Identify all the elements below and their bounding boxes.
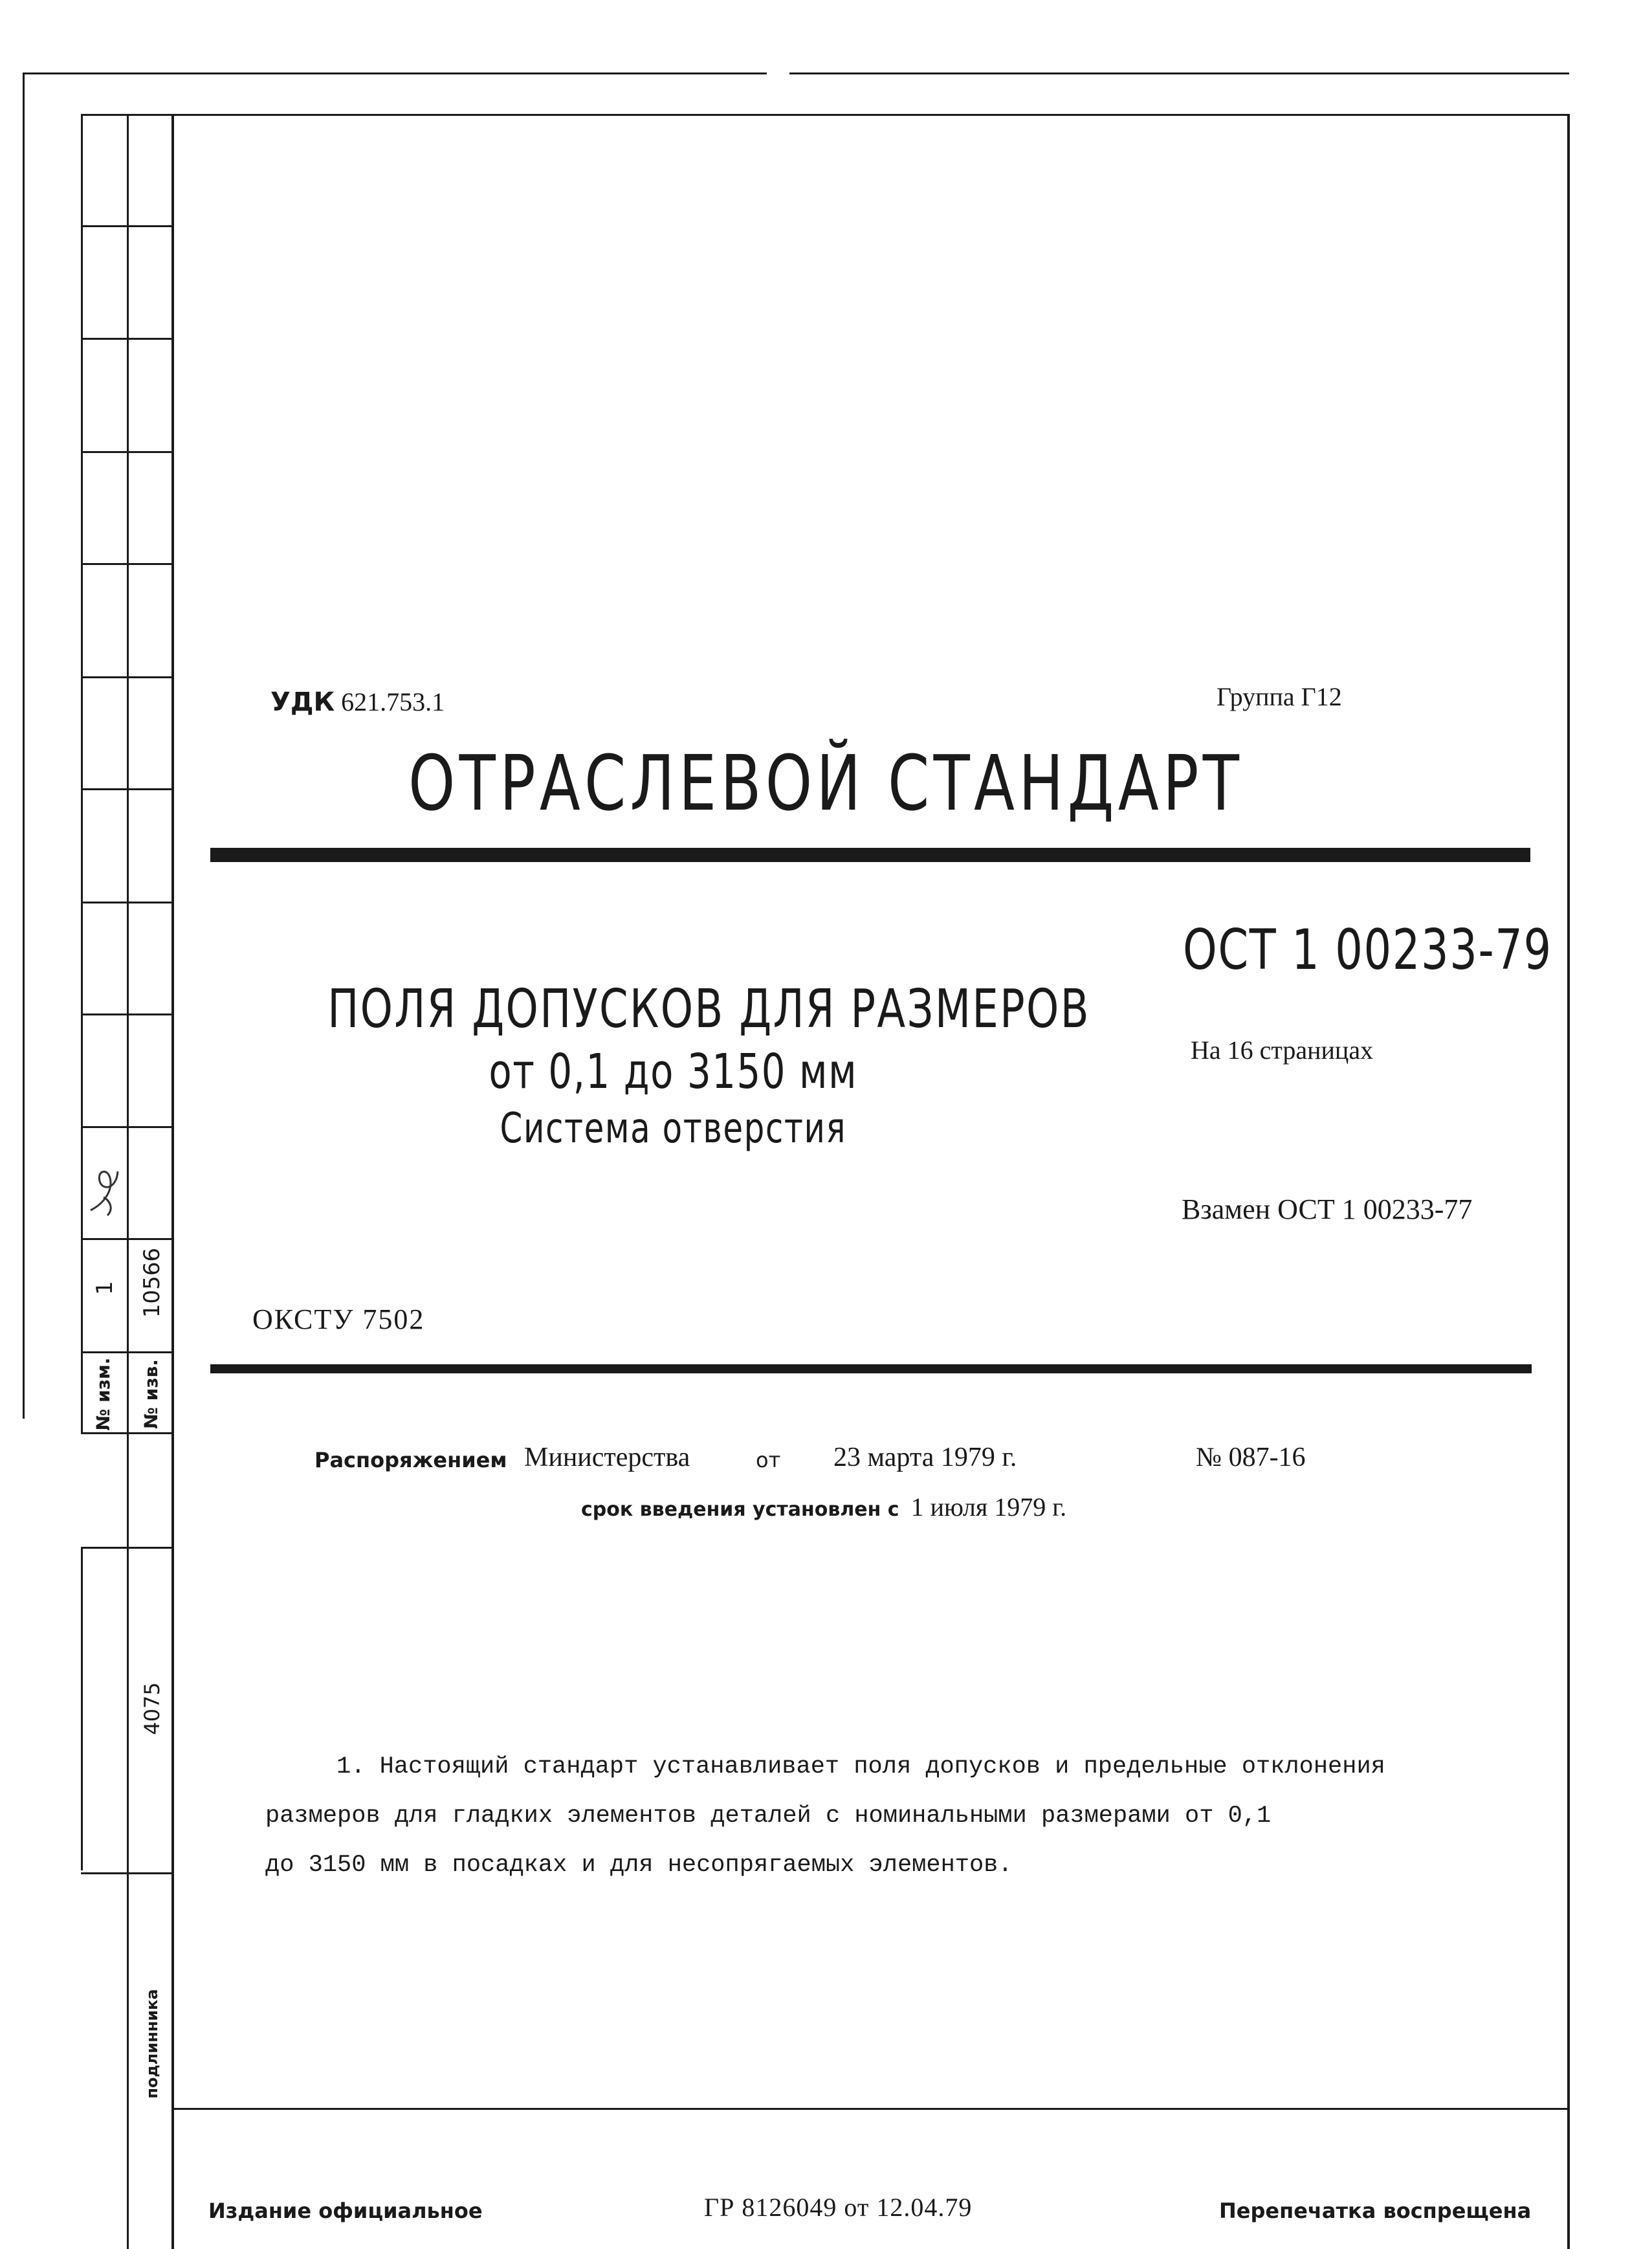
paragraph-line-2: размеров для гладких элементов деталей с номинальными размерами от 0,1 (265, 1802, 1272, 1830)
margin-izv-value: 10566 (139, 1247, 165, 1318)
margin-row-line (81, 338, 173, 340)
margin-left-border-lower (81, 1547, 83, 1870)
footer-right: Перепечатка воспрещена (1219, 2199, 1532, 2223)
doc-title-text: ОТРАСЛЕВОЙ СТАНДАРТ (408, 738, 1244, 828)
section-thick-rule (210, 1364, 1532, 1373)
order-number: № 087-16 (1196, 1443, 1306, 1472)
margin-row-line (81, 1547, 173, 1549)
intro-line (581, 1492, 1066, 1525)
standard-heading (220, 977, 1126, 1156)
margin-row-line (81, 902, 173, 903)
udk-line (270, 686, 445, 718)
udk-label: УДК (270, 687, 335, 717)
pages-count: На 16 страницах (1191, 1036, 1374, 1065)
margin-inv-value: 4075 (140, 1682, 164, 1735)
margin-izm-value: 1 (92, 1281, 118, 1295)
margin-col-divider (127, 114, 129, 2249)
standard-code (1183, 918, 1652, 982)
inner-frame-left (171, 114, 174, 2249)
title-thick-rule (210, 848, 1530, 862)
paragraph-line-3: до 3150 мм в посадках и для несопрягаемых элементов. (265, 1852, 1013, 1879)
margin-podlinnik-label: подлинника (143, 1989, 161, 2099)
standard-code-text: ОСТ 1 00233-79 (1183, 918, 1552, 982)
inner-frame-top (81, 114, 1569, 116)
intro-label: срок введения установлен с (581, 1498, 899, 1521)
heading-line-3: Система отверстия (500, 1105, 846, 1153)
replaces-standard: Взамен ОСТ 1 00233-77 (1182, 1193, 1473, 1225)
margin-izm-label: № изм. (93, 1357, 114, 1431)
order-label: Распоряжением (314, 1448, 507, 1472)
heading-line-1: ПОЛЯ ДОПУСКОВ ДЛЯ РАЗМЕРОВ (327, 979, 1090, 1040)
margin-row-line (81, 1238, 173, 1240)
okstu-code: ОКСТУ 7502 (252, 1303, 425, 1335)
footer-left: Издание официальное (208, 2199, 483, 2223)
heading-line-2: от 0,1 до 3150 мм (489, 1044, 857, 1100)
footer-center: ГР 8126049 от 12.04.79 (704, 2193, 973, 2222)
signature-mark (84, 1152, 126, 1223)
order-from: от (756, 1448, 781, 1472)
order-ministry: Министерства (524, 1443, 690, 1472)
margin-row-line (81, 1351, 173, 1353)
doc-title (0, 738, 1652, 828)
intro-date: 1 июля 1979 г. (910, 1492, 1067, 1522)
outer-frame-top-right (789, 72, 1569, 74)
margin-row-line (81, 1126, 173, 1128)
udk-value: 621.753.1 (341, 687, 445, 716)
order-date: 23 марта 1979 г. (833, 1443, 1017, 1472)
margin-row-line (81, 225, 173, 227)
margin-row-line (81, 451, 173, 453)
body-paragraph (265, 1742, 1553, 1890)
outer-frame-top-left (23, 72, 767, 74)
margin-row-line (81, 1872, 173, 1874)
margin-row-line (81, 1014, 173, 1015)
margin-row-line (81, 676, 173, 678)
group-label: Группа Г12 (1217, 682, 1342, 711)
footer-frame-top (171, 2108, 1569, 2110)
margin-izv-label: № изв. (140, 1359, 162, 1429)
inner-frame-right (1567, 114, 1570, 2249)
paragraph-line-1: 1. Настоящий стандарт устанавливает поля допусков и предельные отклонения (336, 1753, 1385, 1780)
margin-row-line (81, 563, 173, 565)
